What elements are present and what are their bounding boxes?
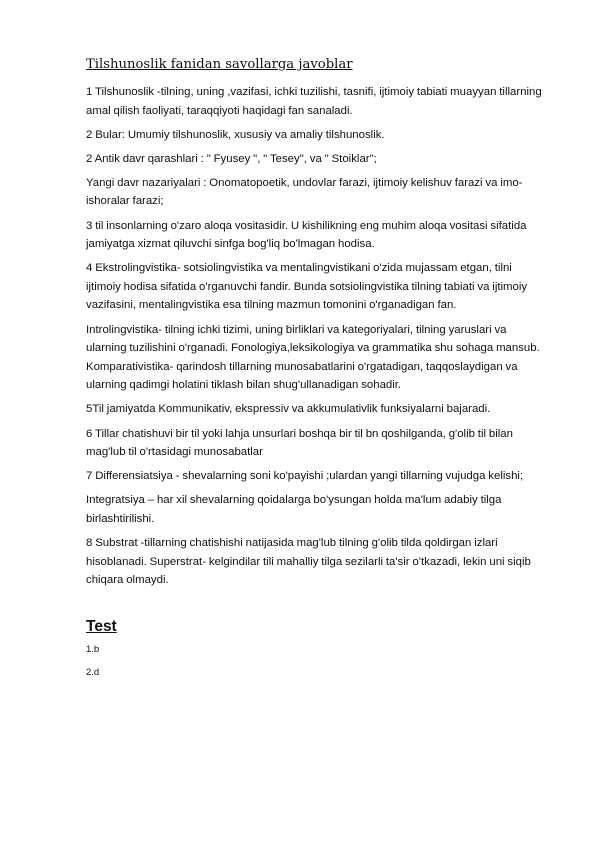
paragraph: 1 Tilshunoslik -tilning, uning ,vazifasi, ichki tuzilishi, tasnifi, ijtimoiy tabiati muayyan tillarning amal qilish faoliyati, taraqqiyoti haqidagi fan sanaladi.	[86, 86, 542, 117]
paragraph: 8 Substrat -tillarning chatishishi natijasida mag'lub tilning g'olib tilda qoldirgan izlari hisoblanadi. Superstrat- kelgindilar tili mahalliy tilga sezilarli ta'sir o'tkazadi, lekin uni siqib chiqara olmaydi.	[86, 536, 531, 587]
paragraph: 3 til insonlarning o'zaro aloqa vositasidir. U kishilikning eng muhim aloqa vositasi sifatida jamiyatga xizmat qiluvchi sinfga bog'liq bo'lmagan hodisa.	[86, 219, 527, 251]
paragraph: 2 Antik davr qarashlari : " Fyusey ", " Tesey", va " Stoiklar";	[86, 152, 377, 165]
paragraph: Introlingvistika- tilning ichki tizimi, uning birliklari va kategoriyalari, tilning yaruslari va ularning tuzilishini o'rganadi. Fonologiya,leksikologiya va grammatika shu sohaga mansub. Komparativistika- qarindosh tillarning munosabatlarini o'rgatadigan, taqqoslaydigan va ularning qadimgi holatini tiklash bilan shug'ullanadigan sohadir.	[86, 323, 540, 392]
paragraph: 2 Bular: Umumiy tilshunoslik, xususiy va amaliy tilshunoslik.	[86, 128, 385, 141]
paragraph: Integratsiya – har xil shevalarning qoidalarga bo'ysungan holda ma'lum adabiy tilga birlashtirilishi.	[86, 494, 502, 525]
paragraph: 5Til jamiyatda Kommunikativ, ekspressiv va akkumulativlik funksiyalarni bajaradi.	[86, 403, 491, 416]
paragraph: 7 Differensiatsiya - shevalarning soni ko'payishi ;ulardan yangi tillarning vujudga kelishi;	[86, 470, 524, 483]
paragraph: 4 Ekstrolingvistika- sotsiolingvistika va mentalingvistikani o'zida mujassam etgan, tilni ijtimoiy hodisa sifatida o'rganuvchi fandir. Bunda sotsiolingvistika tilning tabiati va ijtimoiy vazifasini, mentalingvistika esa tilning mazmun tomonini o'rganadigan fan.	[86, 262, 528, 312]
paragraph: 6 Tillar chatishuvi bir til yoki lahja unsurlari boshqa bir til bn qoshilganda, g'olib til bilan mag'lub til o'rtasidagi munosabatlar	[86, 427, 513, 459]
document-title: Tilshunoslik fanidan savollarga javoblar	[86, 57, 353, 72]
test-answer: 1.b	[86, 643, 100, 655]
test-answer: 2.d	[86, 666, 100, 678]
test-heading: Test	[86, 617, 117, 635]
paragraph: Yangi davr nazariyalari : Onomatopoetik, undovlar farazi, ijtimoiy kelishuv farazi va imo- ishoralar farazi;	[86, 176, 523, 208]
